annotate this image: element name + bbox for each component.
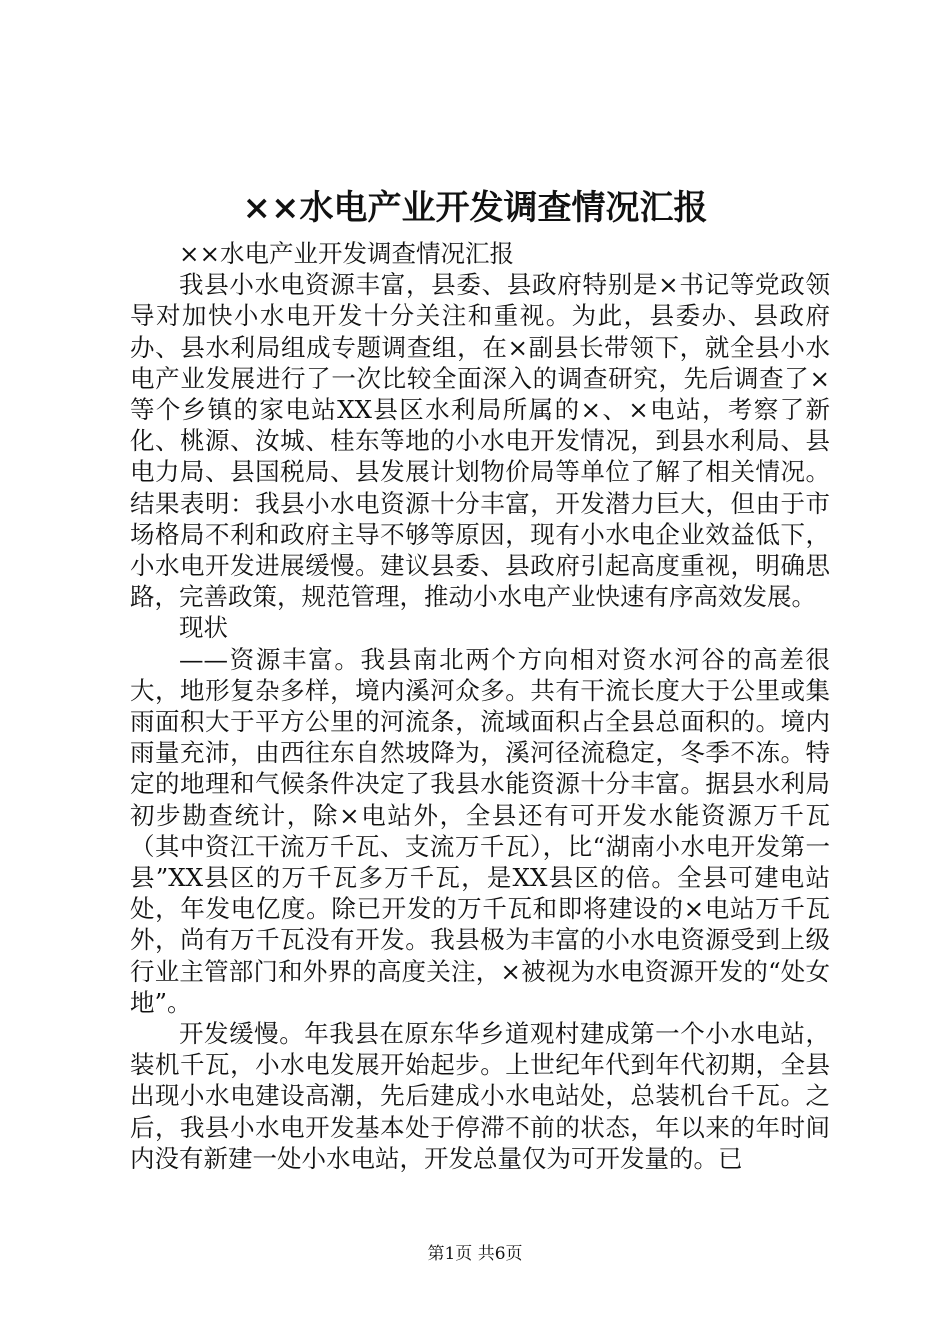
page-footer: 第1页 共6页 <box>427 1244 523 1264</box>
document-title: ××水电产业开发调查情况汇报 <box>242 188 708 228</box>
paragraph: ——资源丰富。我县南北两个方向相对资水河谷的高差很大，地形复杂多样，境内溪河众多。共有干流长度大于公里或集雨面积大于平方公里的河流条，流域面积占全县总面积的。境内雨量充沛，由西往东自然坡降为，溪河径流稳定，冬季不冻。特定的地理和气候条件决定了我县水能资源十分丰富。据县水利局初步勘查统计，除×电站外，全县还有可开发水能资源万千瓦（其中资江干流万千瓦、支流万千瓦），比“湖南小水电开发第一县”XX县区的万千瓦多万千瓦，是XX县区的倍。全县可建电站处，年发电亿度。除已开发的万千瓦和即将建设的×电站万千瓦外，尚有万千瓦没有开发。我县极为丰富的小水电资源受到上级行业主管部门和外界的高度关注，×被视为水电资源开发的“处女地”。 <box>130 644 830 1017</box>
section-heading: 现状 <box>179 613 228 643</box>
paragraph: 我县小水电资源丰富，县委、县政府特别是×书记等党政领导对加快小水电开发十分关注和重视。为此，县委办、县政府办、县水利局组成专题调查组，在×副县长带领下，就全县小水电产业发展进行了一次比较全面深入的调查研究，先后调查了×等个乡镇的家电站XX县区水利局所属的×、×电站，考察了新化、桃源、汝城、桂东等地的小水电开发情况，到县水利局、县电力局、县国税局、县发展计划物价局等单位了解了相关情况。结果表明：我县小水电资源十分丰富，开发潜力巨大，但由于市场格局不利和政府主导不够等原因，现有小水电企业效益低下，小水电开发进展缓慢。建议县委、县政府引起高度重视，明确思路，完善政策，规范管理，推动小水电产业快速有序高效发展。 <box>130 270 830 612</box>
document-body <box>130 238 830 1174</box>
paragraph: ××水电产业开发调查情况汇报 <box>179 239 515 268</box>
paragraph: 开发缓慢。年我县在原东华乡道观村建成第一个小水电站，装机千瓦，小水电发展开始起步。上世纪年代到年代初期，全县出现小水电建设高潮，先后建成小水电站处，总装机台千瓦。之后，我县小水电开发基本处于停滞不前的状态，年以来的年时间内没有新建一处小水电站，开发总量仅为可开发量的。已 <box>130 1019 830 1173</box>
